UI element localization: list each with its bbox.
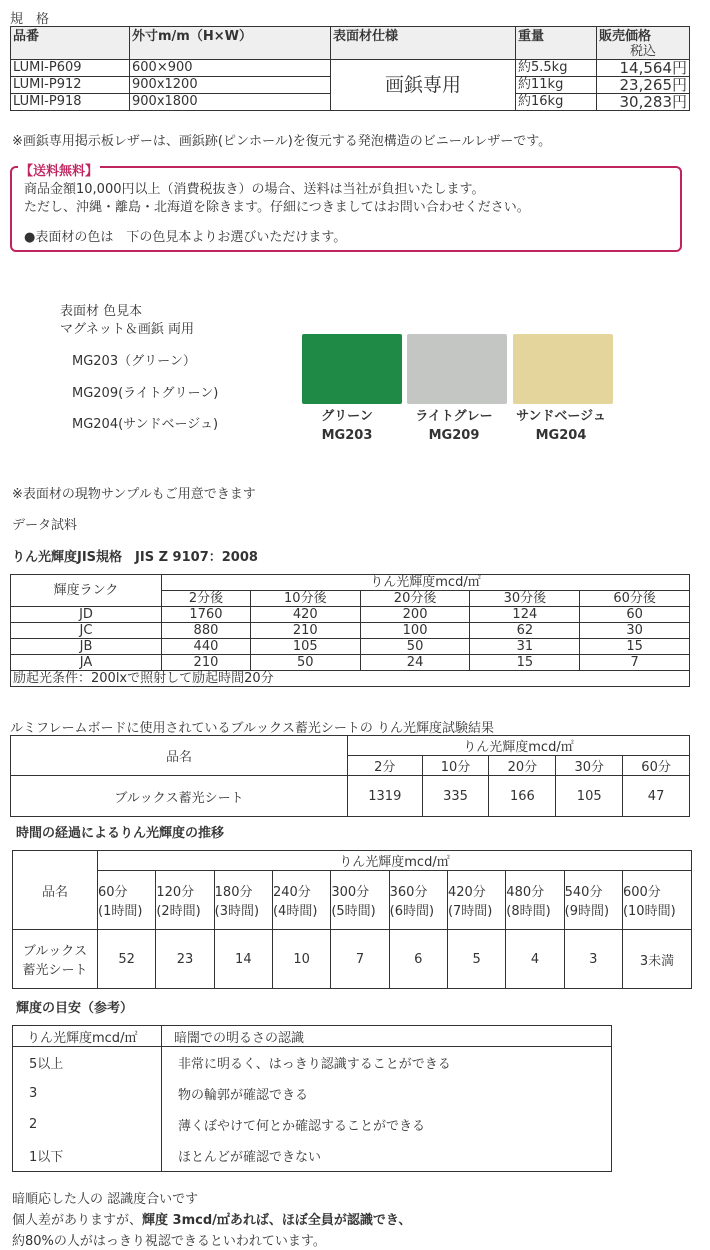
spec-price: 14,564円 (597, 60, 690, 77)
spec-header-size: 外寸m/m（H×W） (130, 27, 331, 60)
shipping-line: 商品金額10,000円以上（消費税抜き）の場合、送料は当社が負担いたします。 (24, 182, 485, 197)
swatch-code: MG209 (428, 428, 480, 443)
swatch-code: MG203 (321, 428, 373, 443)
sample-label: MG204(サンドベージュ) (72, 417, 219, 432)
time-value: 3 (564, 930, 622, 989)
jis-value: 210 (250, 623, 360, 639)
swatch-caption: グリーン (321, 409, 373, 424)
guide-level: 2 (13, 1109, 162, 1140)
guide-desc: ほとんどが確認できない (162, 1140, 612, 1172)
spec-table (10, 26, 690, 111)
spec-title: 規 格 (10, 12, 50, 27)
time-col: 120分 (2時間) (156, 871, 214, 930)
bluex-table (10, 735, 690, 817)
bluex-col: 60分 (623, 756, 690, 776)
spec-header-tax: 税込 (629, 44, 656, 59)
sample-label: MG203（グリーン） (72, 354, 196, 369)
jis-rank: JA (11, 655, 162, 671)
time-value: 52 (98, 930, 156, 989)
jis-value: 440 (162, 639, 251, 655)
jis-col: 10分後 (250, 591, 360, 607)
guide-table (12, 1025, 612, 1172)
swatch-light-grey (407, 334, 507, 404)
time-table (12, 850, 692, 989)
time-value: 4 (506, 930, 564, 989)
jis-value: 24 (360, 655, 470, 671)
bluex-value: 105 (556, 776, 623, 817)
spec-row (11, 60, 690, 77)
time-col: 300分 (5時間) (331, 871, 389, 930)
shipping-tag: 【送料無料】 (18, 160, 100, 179)
jis-value: 50 (360, 639, 470, 655)
spec-header-surface: 表面材仕様 (331, 27, 516, 60)
note-sample: ※表面材の現物サンプルもご用意できます (12, 487, 256, 502)
time-col: 180分 (3時間) (214, 871, 272, 930)
time-value: 14 (214, 930, 272, 989)
time-value: 7 (331, 930, 389, 989)
swatch-caption: ライトグレー (415, 409, 493, 424)
samples-subheading: マグネット＆画鋲 両用 (60, 322, 195, 337)
jis-value: 7 (580, 655, 690, 671)
spec-code: LUMI-P609 (11, 60, 130, 77)
spec-code: LUMI-P912 (11, 77, 130, 94)
time-col: 420分 (7時間) (447, 871, 505, 930)
guide-level: 3 (13, 1078, 162, 1109)
jis-value: 210 (162, 655, 251, 671)
jis-value: 15 (470, 655, 580, 671)
bluex-value: 47 (623, 776, 690, 817)
spec-header-price-label: 販売価格 (599, 29, 652, 44)
jis-col: 60分後 (580, 591, 690, 607)
time-title: 時間の経過によるりん光輝度の推移 (16, 826, 225, 841)
time-value: 3未満 (622, 930, 691, 989)
jis-title: りん光輝度JIS規格 JIS Z 9107：2008 (12, 550, 258, 565)
bluex-col: 2分 (348, 756, 423, 776)
guide-row (13, 1109, 612, 1140)
footer-emphasis: 輝度 3mcd/㎡あれば、ほぼ全員が認識でき、 (142, 1213, 412, 1228)
jis-rank: JC (11, 623, 162, 639)
guide-row (13, 1140, 612, 1172)
shipping-line: ●表面材の色は 下の色見本よりお選びいただけます。 (24, 230, 347, 245)
jis-rank: JB (11, 639, 162, 655)
time-col: 240分 (4時間) (272, 871, 330, 930)
spec-price: 23,265円 (597, 77, 690, 94)
spec-weight: 約5.5kg (516, 60, 597, 77)
footer-line1: 暗順応した人の 認識度合いです (12, 1192, 199, 1207)
spec-code: LUMI-P918 (11, 94, 130, 111)
jis-value: 50 (250, 655, 360, 671)
spec-header-weight: 重量 (516, 27, 597, 60)
time-unit-header: りん光輝度mcd/㎡ (98, 851, 692, 871)
bluex-title: ルミフレームボードに使用されているブルックス蓄光シートの りん光輝度試験結果 (10, 721, 494, 736)
swatch-green (302, 334, 402, 404)
bluex-value: 335 (422, 776, 489, 817)
swatch-caption: サンドベージュ (516, 409, 606, 424)
guide-desc: 非常に明るく、はっきり認識することができる (162, 1047, 612, 1079)
data-label: データ試料 (12, 518, 78, 533)
bluex-col: 30分 (556, 756, 623, 776)
jis-col: 2分後 (162, 591, 251, 607)
jis-unit-header: りん光輝度mcd/㎡ (162, 575, 690, 591)
jis-row (11, 623, 690, 639)
swatch-code: MG204 (535, 428, 587, 443)
jis-value: 31 (470, 639, 580, 655)
samples-heading: 表面材 色見本 (60, 304, 143, 319)
jis-value: 880 (162, 623, 251, 639)
jis-col: 20分後 (360, 591, 470, 607)
time-name: ブルックス 蓄光シート (13, 930, 98, 989)
jis-value: 420 (250, 607, 360, 623)
note-pinhole: ※画鋲専用掲示板レザーは、画鋲跡(ピンホール)を復元する発泡構造のビニールレザーです。 (12, 134, 552, 149)
jis-footnote: 励起光条件：200lxで照射して励起時間20分 (11, 671, 690, 687)
jis-col: 30分後 (470, 591, 580, 607)
guide-desc: 薄くぼやけて何とか確認することができる (162, 1109, 612, 1140)
bluex-value: 1319 (348, 776, 423, 817)
footer-line2: 個人差がありますが、輝度 3mcd/㎡あれば、ほぼ全員が認識でき、 (12, 1213, 412, 1228)
spec-size: 900x1800 (130, 94, 331, 111)
guide-row (13, 1078, 612, 1109)
jis-row (11, 639, 690, 655)
swatch-sand-beige (513, 334, 613, 404)
time-value: 10 (272, 930, 330, 989)
bluex-col: 10分 (422, 756, 489, 776)
time-value: 6 (389, 930, 447, 989)
jis-table (10, 574, 690, 687)
spec-weight: 約11kg (516, 77, 597, 94)
time-col: 360分 (6時間) (389, 871, 447, 930)
jis-value: 62 (470, 623, 580, 639)
jis-row (11, 655, 690, 671)
bluex-value: 166 (489, 776, 556, 817)
sample-label: MG209(ライトグリーン) (72, 386, 219, 401)
jis-value: 105 (250, 639, 360, 655)
jis-value: 15 (580, 639, 690, 655)
bluex-name-header: 品名 (11, 736, 348, 776)
time-col: 480分 (8時間) (506, 871, 564, 930)
jis-rank: JD (11, 607, 162, 623)
spec-header-code: 品番 (11, 27, 130, 60)
spec-price: 30,283円 (597, 94, 690, 111)
time-value: 5 (447, 930, 505, 989)
jis-value: 1760 (162, 607, 251, 623)
guide-col1-header: りん光輝度mcd/㎡ (13, 1026, 162, 1047)
time-name-header: 品名 (13, 851, 98, 930)
spec-weight: 約16kg (516, 94, 597, 111)
guide-desc: 物の輪郭が確認できる (162, 1078, 612, 1109)
guide-row (13, 1047, 612, 1079)
time-col: 540分 (9時間) (564, 871, 622, 930)
jis-value: 100 (360, 623, 470, 639)
guide-title: 輝度の目安（参考） (16, 1001, 134, 1016)
spec-size: 900x1200 (130, 77, 331, 94)
guide-col2-header: 暗闇での明るさの認識 (162, 1026, 612, 1047)
time-value: 23 (156, 930, 214, 989)
time-col: 600分 (10時間) (622, 871, 691, 930)
bluex-name: ブルックス蓄光シート (11, 776, 348, 817)
bluex-col: 20分 (489, 756, 556, 776)
bluex-unit-header: りん光輝度mcd/㎡ (348, 736, 690, 756)
jis-value: 60 (580, 607, 690, 623)
guide-level: 5以上 (13, 1047, 162, 1079)
jis-value: 200 (360, 607, 470, 623)
guide-level: 1以下 (13, 1140, 162, 1172)
jis-value: 124 (470, 607, 580, 623)
time-col: 60分 (1時間) (98, 871, 156, 930)
shipping-line: ただし、沖縄・離島・北海道を除きます。仔細につきましてはお問い合わせください。 (24, 200, 530, 215)
spec-size: 600×900 (130, 60, 331, 77)
jis-rank-header: 輝度ランク (11, 575, 162, 607)
spec-surface: 画鋲専用 (331, 60, 516, 111)
jis-value: 30 (580, 623, 690, 639)
spec-header-price (597, 27, 690, 60)
footer-line3: 約80%の人がはっきり視認できるといわれています。 (12, 1234, 326, 1249)
jis-row (11, 607, 690, 623)
